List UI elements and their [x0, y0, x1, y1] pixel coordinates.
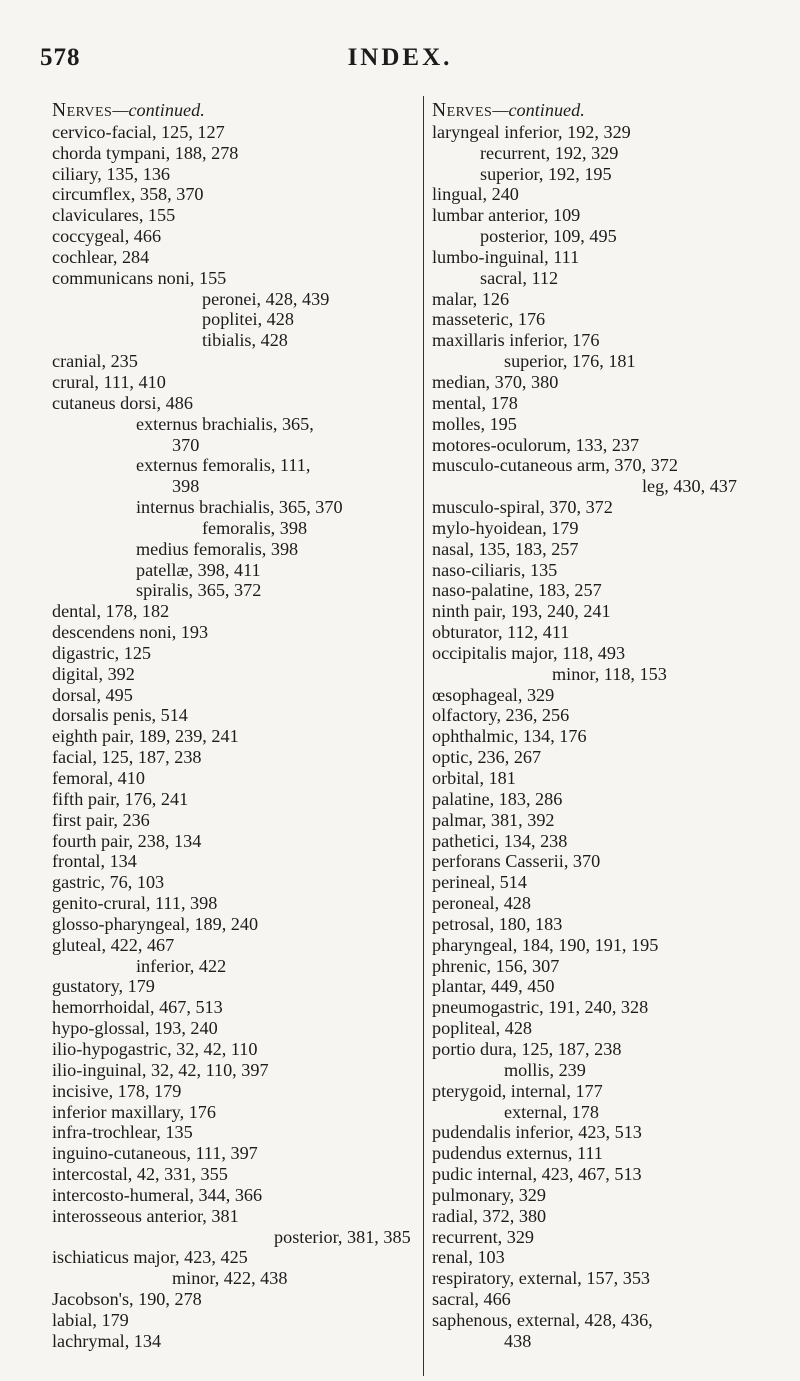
index-entry: palatine, 183, 286: [432, 788, 563, 809]
index-entry: circumflex, 358, 370: [52, 184, 204, 205]
index-entry: crural, 111, 410: [52, 371, 166, 392]
page-number: 578: [40, 44, 81, 71]
index-entry: pterygoid, internal, 177: [432, 1080, 603, 1101]
index-entry: peronei, 428, 439: [202, 288, 330, 309]
index-entry: 370: [172, 434, 200, 455]
index-entry: petrosal, 180, 183: [432, 913, 563, 934]
index-entry: plantar, 449, 450: [432, 976, 555, 997]
index-entry: ilio-inguinal, 32, 42, 110, 397: [52, 1059, 269, 1080]
index-entry: saphenous, external, 428, 436,: [432, 1309, 653, 1330]
index-entry: gastric, 76, 103: [52, 872, 165, 893]
index-entry: maxillaris inferior, 176: [432, 330, 600, 351]
index-entry: superior, 176, 181: [504, 351, 636, 372]
index-entry: patellæ, 398, 411: [136, 559, 261, 580]
index-entry: ilio-hypogastric, 32, 42, 110: [52, 1038, 258, 1059]
index-entry: hemorrhoidal, 467, 513: [52, 997, 223, 1018]
index-entry: sacral, 112: [480, 267, 559, 288]
index-entry: external, 178: [504, 1101, 599, 1122]
index-entry: pharyngeal, 184, 190, 191, 195: [432, 934, 659, 955]
heading-continued: —continued.: [492, 100, 585, 120]
index-entry: descendens noni, 193: [52, 622, 209, 643]
index-entry: genito-crural, 111, 398: [52, 893, 218, 914]
index-entry: facial, 125, 187, 238: [52, 747, 202, 768]
index-entry: inguino-cutaneous, 111, 397: [52, 1143, 258, 1164]
index-entry: popliteal, 428: [432, 1018, 533, 1039]
index-entry: recurrent, 192, 329: [480, 142, 619, 163]
index-entry: femoral, 410: [52, 768, 145, 788]
index-entry: fourth pair, 238, 134: [52, 830, 202, 851]
index-entry: ciliary, 135, 136: [52, 163, 171, 184]
index-entry: inferior maxillary, 176: [52, 1101, 216, 1122]
index-entry: pudendalis inferior, 423, 513: [432, 1122, 642, 1143]
index-entry: first pair, 236: [52, 809, 150, 830]
column-heading: [432, 100, 797, 122]
index-entry: poplitei, 428: [202, 309, 294, 330]
index-entry: malar, 126: [432, 288, 510, 309]
page-title: INDEX.: [347, 44, 453, 71]
index-entry: mylo-hyoidean, 179: [432, 517, 579, 538]
index-entry: musculo-spiral, 370, 372: [432, 497, 613, 518]
index-entry: glosso-pharyngeal, 189, 240: [52, 913, 259, 934]
index-entry: dorsal, 495: [52, 684, 133, 705]
index-entry: radial, 372, 380: [432, 1205, 547, 1226]
index-entry: nasal, 135, 183, 257: [432, 538, 579, 559]
index-entry: femoralis, 398: [202, 517, 308, 538]
heading-continued: —continued.: [112, 100, 205, 120]
index-entry: interosseous anterior, 381: [52, 1205, 239, 1226]
index-entry: medius femoralis, 398: [136, 538, 299, 559]
index-entry: mollis, 239: [504, 1059, 586, 1080]
index-entry: lachrymal, 134: [52, 1330, 162, 1351]
index-entry: laryngeal inferior, 192, 329: [432, 121, 631, 142]
index-entry: perforans Casserii, 370: [432, 851, 601, 872]
index-entry: fifth pair, 176, 241: [52, 788, 189, 809]
index-entry: minor, 118, 153: [552, 663, 667, 684]
index-entry: intercostal, 42, 331, 355: [52, 1164, 228, 1185]
index-entry: pudendus externus, 111: [432, 1143, 603, 1164]
index-entry: digital, 392: [52, 663, 135, 684]
index-entry: claviculares, 155: [52, 205, 176, 226]
index-entry: chorda tympani, 188, 278: [52, 142, 239, 163]
index-entry: portio dura, 125, 187, 238: [432, 1038, 622, 1059]
index-entry: intercosto-humeral, 344, 366: [52, 1184, 263, 1205]
heading-word: Nerves: [52, 100, 113, 121]
index-entry: digastric, 125: [52, 642, 152, 663]
index-entry: hypo-glossal, 193, 240: [52, 1018, 218, 1039]
index-entry: dorsalis penis, 514: [52, 705, 188, 726]
index-entry: sacral, 466: [432, 1289, 511, 1310]
column-heading: [52, 100, 412, 122]
index-entry: internus brachialis, 365, 370: [136, 497, 343, 518]
column-divider: [423, 96, 424, 1376]
index-entry: externus brachialis, 365,: [136, 413, 314, 434]
index-entry: occipitalis major, 118, 493: [432, 642, 626, 663]
index-entry: posterior, 381, 385: [274, 1226, 411, 1247]
index-entry: recurrent, 329: [432, 1226, 535, 1247]
index-entry: ninth pair, 193, 240, 241: [432, 601, 611, 622]
index-entry: cranial, 235: [52, 351, 138, 372]
index-entry: peroneal, 428: [432, 893, 531, 914]
index-column-left: [52, 100, 412, 1352]
index-entry: externus femoralis, 111,: [136, 455, 311, 476]
heading-word: Nerves: [432, 100, 493, 121]
index-entry: spiralis, 365, 372: [136, 580, 262, 601]
index-entry: cutaneus dorsi, 486: [52, 392, 193, 413]
index-entry: 438: [504, 1330, 532, 1351]
index-entry: incisive, 178, 179: [52, 1080, 182, 1101]
index-entry: 398: [172, 476, 200, 497]
index-entry: eighth pair, 189, 239, 241: [52, 726, 239, 747]
index-column-right: [432, 100, 797, 1352]
index-entry: motores-oculorum, 133, 237: [432, 434, 640, 455]
index-entry: communicans noni, 155: [52, 267, 227, 288]
index-entry: cervico-facial, 125, 127: [52, 121, 225, 142]
index-entry: minor, 422, 438: [172, 1268, 288, 1289]
index-entry: posterior, 109, 495: [480, 226, 617, 247]
index-entry: tibialis, 428: [202, 330, 288, 351]
index-entry: ophthalmic, 134, 176: [432, 726, 587, 747]
index-entry: phrenic, 156, 307: [432, 955, 560, 976]
index-entry: pathetici, 134, 238: [432, 830, 568, 851]
index-entry: dental, 178, 182: [52, 601, 170, 622]
index-entry: molles, 195: [432, 413, 517, 434]
index-entry: ischiaticus major, 423, 425: [52, 1247, 248, 1268]
index-entry: olfactory, 236, 256: [432, 705, 570, 726]
index-entry: musculo-cutaneous arm, 370, 372: [432, 455, 678, 476]
index-entry: naso-ciliaris, 135: [432, 559, 558, 580]
index-entry: frontal, 134: [52, 851, 137, 872]
index-entry: superior, 192, 195: [480, 163, 612, 184]
index-entry: mental, 178: [432, 392, 518, 413]
index-entry: optic, 236, 267: [432, 747, 542, 768]
index-entry: obturator, 112, 411: [432, 622, 570, 643]
index-entry: lumbar anterior, 109: [432, 205, 581, 226]
index-entry: palmar, 381, 392: [432, 809, 555, 830]
index-entry: respiratory, external, 157, 353: [432, 1268, 651, 1289]
index-entry: pneumogastric, 191, 240, 328: [432, 997, 649, 1018]
index-entry: gustatory, 179: [52, 976, 155, 997]
index-entry: œsophageal, 329: [432, 684, 555, 705]
index-entry: lumbo-inguinal, 111: [432, 246, 580, 267]
index-entry: pudic internal, 423, 467, 513: [432, 1164, 642, 1185]
index-entry: perineal, 514: [432, 872, 527, 893]
index-entry: lingual, 240: [432, 184, 519, 205]
index-entry: naso-palatine, 183, 257: [432, 580, 602, 601]
index-entry: gluteal, 422, 467: [52, 934, 175, 955]
index-entry: orbital, 181: [432, 768, 516, 788]
index-entry: leg, 430, 437: [642, 476, 737, 497]
index-entry: cochlear, 284: [52, 246, 150, 267]
index-entry: masseteric, 176: [432, 309, 546, 330]
index-entry: Jacobson's, 190, 278: [52, 1289, 202, 1310]
index-entry: renal, 103: [432, 1247, 505, 1268]
index-entry: infra-trochlear, 135: [52, 1122, 193, 1143]
index-entry: labial, 179: [52, 1309, 129, 1330]
index-entry: median, 370, 380: [432, 371, 559, 392]
index-entry: pulmonary, 329: [432, 1184, 546, 1205]
index-entry: inferior, 422: [136, 955, 227, 976]
index-entry: coccygeal, 466: [52, 226, 162, 247]
